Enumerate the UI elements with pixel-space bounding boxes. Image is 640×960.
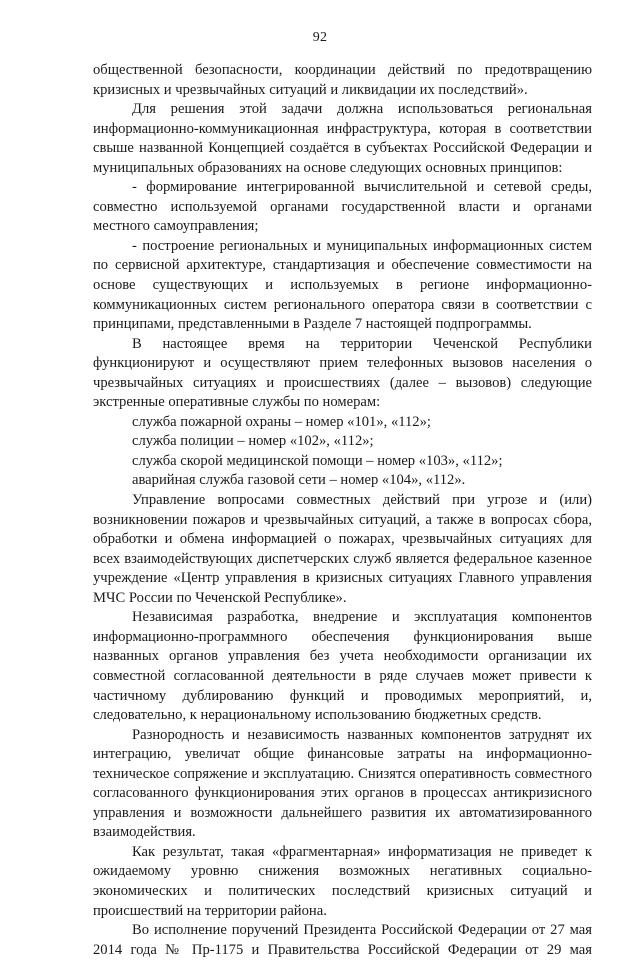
paragraph-page-end: Во исполнение поручений Президента Российской Федерации от 27 мая 2014 года № Пр-1175 и Правительства Российской Федерации от 29 мая (93, 922, 592, 958)
paragraph-bullet: - построение региональных и муниципальных информационных систем по сервисной архитектуре, стандартизация и обеспечение совместимости на основе существующих и используемых в регионе информационно-коммуникационных систем регионального оператора связи в соответствии с принципами, представленными в Разделе 7 настоящей подпрограммы. (93, 237, 592, 333)
paragraph: Независимая разработка, внедрение и эксплуатация компонентов информационно-программного обеспечения функционирования выше названных органов управления без учета необходимости организации их совместной согласованной деятельности в ряде случаев может привести к частичному дублированию функций и проводимых мероприятий, и, следовательно, к нерациональному использованию бюджетных средств. (93, 609, 592, 724)
body-text (93, 61, 592, 960)
paragraph: Для решения этой задачи должна использоваться региональная информационно-коммуникационная инфраструктура, которая в соответствии свыше названной Концепцией создаётся в субъектах Российской Федерации и муниципальных образованиях на основе следующих основных принципов: (93, 101, 592, 176)
paragraph: Разнородность и независимость названных компонентов затруднят их интеграцию, увеличат общие финансовые затраты на информационно-техническое сопряжение и эксплуатацию. Снизятся оперативность совместного согласованного функционирования этих органов в процессах антикризисного управления и возможности дальнейшего развития их автоматизированного взаимодействия. (93, 726, 592, 841)
paragraph-continuation: общественной безопасности, координации действий по предотвращению кризисных и чрезвычайных ситуаций и ликвидации их последствий». (93, 62, 592, 98)
paragraph: Как результат, такая «фрагментарная» информатизация не приведет к ожидаемому уровню снижения возможных негативных социально-экономических и политических последствий кризисных ситуаций и происшествий на территории района. (93, 843, 592, 919)
page-number: 92 (312, 30, 328, 45)
list-item: служба полиции – номер «102», «112»; (132, 433, 374, 450)
paragraph: Управление вопросами совместных действий при угрозе и (или) возникновении пожаров и чрезвычайных ситуаций, а также в вопросах сбора, обработки и обмена информацией о пожарах, чрезвычайных ситуациях для всех взаимодействующих диспетчерских служб является федеральное казенное учреждение «Центр управления в кризисных ситуациях Главного управления МЧС России по Чеченской Республике». (93, 492, 592, 606)
paragraph-bullet: - формирование интегрированной вычислительной и сетевой среды, совместно используемой органами государственной власти и органами местного самоуправления; (93, 179, 592, 235)
list-item: служба скорой медицинской помощи – номер «103», «112»; (132, 452, 503, 469)
list-item: служба пожарной охраны – номер «101», «112»; (132, 413, 431, 430)
list-item: аварийная служба газовой сети – номер «104», «112». (132, 472, 466, 489)
paragraph: В настоящее время на территории Чеченской Республики функционируют и осуществляют прием телефонных вызовов населения о чрезвычайных ситуациях и происшествиях (далее – вызовов) следующие экстренные оперативные службы по номерам: (93, 335, 592, 411)
